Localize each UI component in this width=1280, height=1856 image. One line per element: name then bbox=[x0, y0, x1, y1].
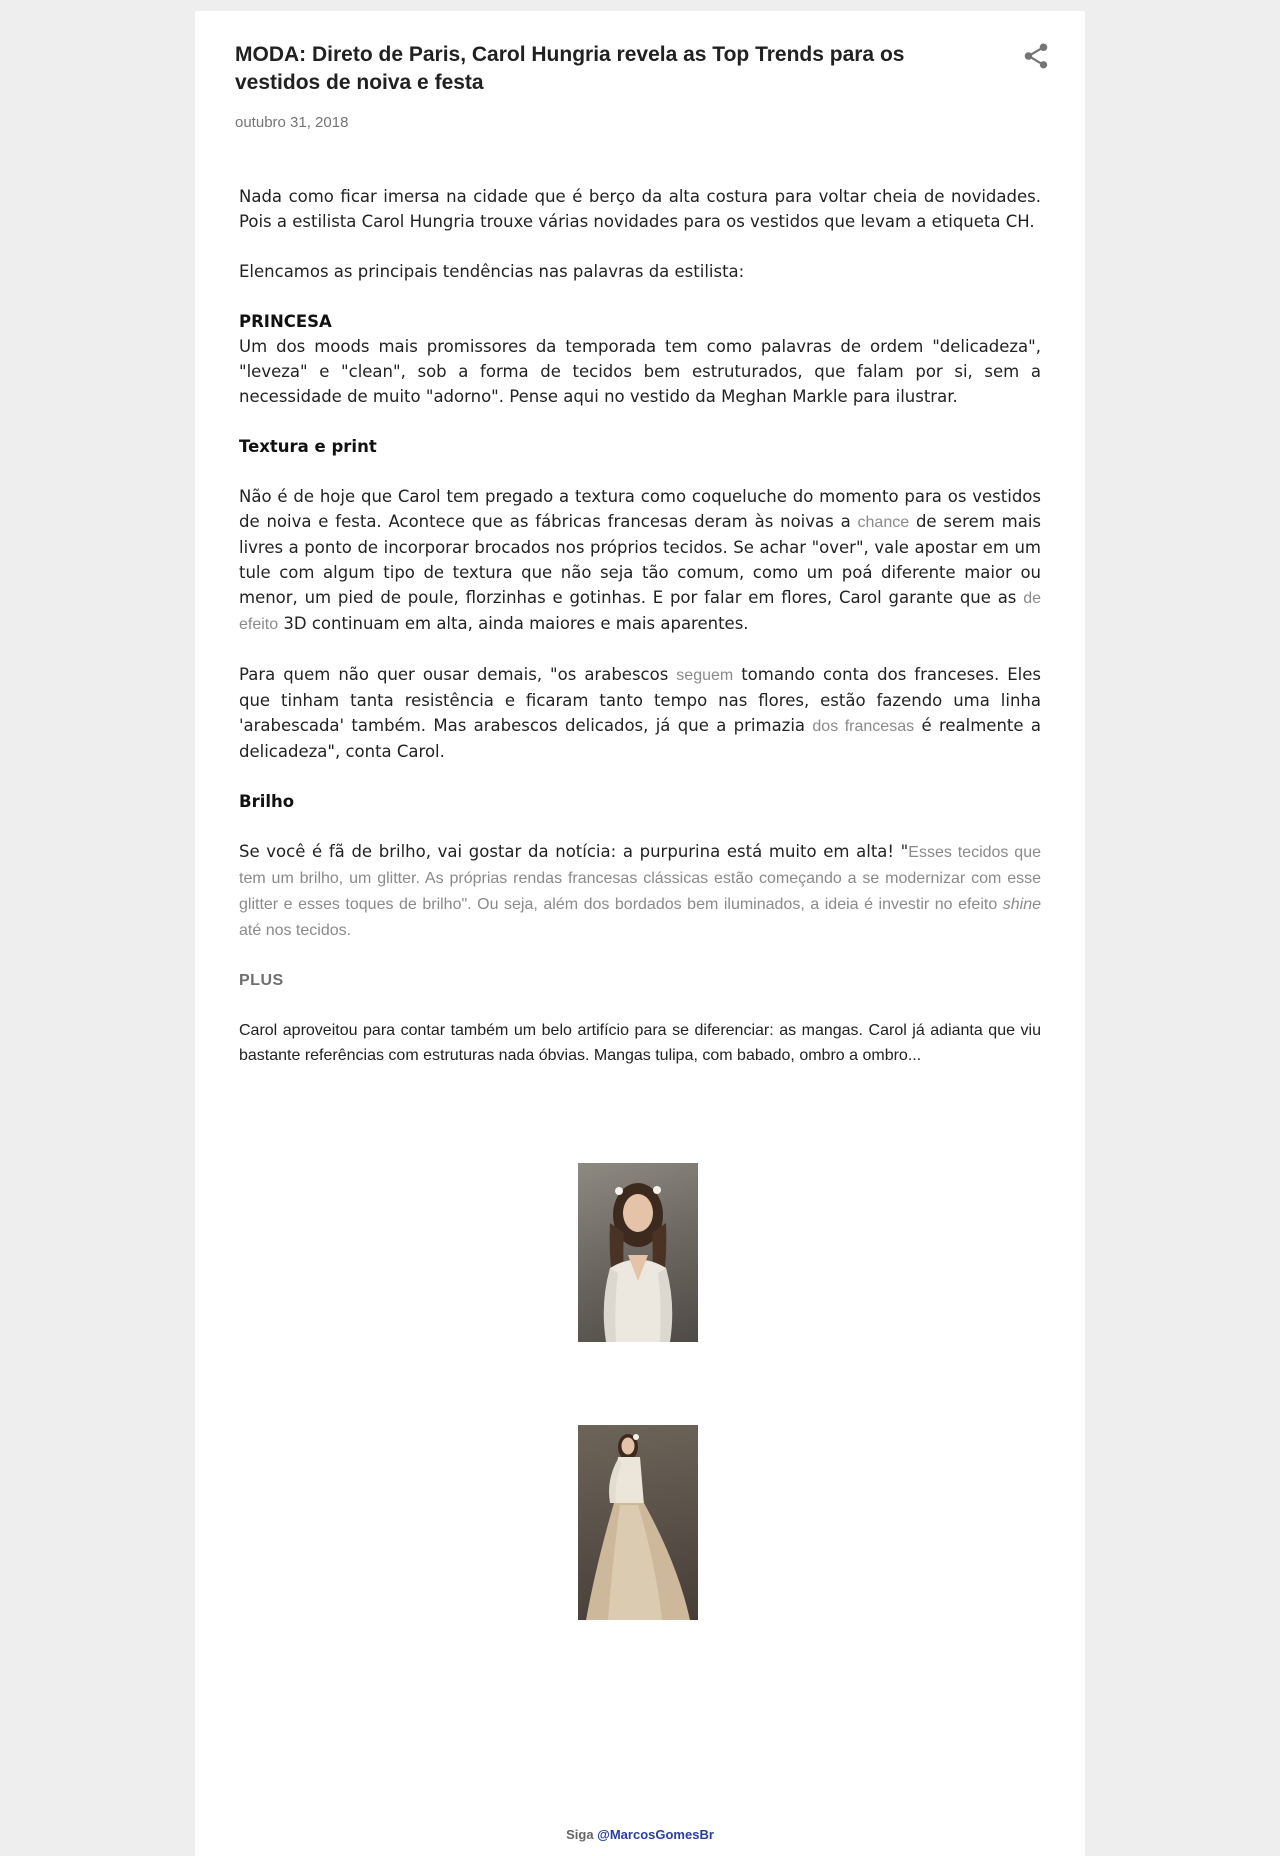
post-body bbox=[239, 184, 1041, 1093]
post-date: outubro 31, 2018 bbox=[235, 114, 349, 131]
intro-paragraph: Nada como ficar imersa na cidade que é berço da alta costura para voltar cheia de novidades. Pois a estilista Carol Hungria trouxe várias novidades para os vestidos que levam a etiqueta CH. bbox=[239, 187, 1041, 231]
textura-text-1: Não é de hoje que Carol tem pregado a textura como coqueluche do momento para os vestidos de noiva e festa. Acontece que as fábricas francesas deram às noivas a bbox=[239, 487, 1041, 531]
post-card bbox=[195, 11, 1085, 1856]
brilho-quote-2: até nos tecidos. bbox=[239, 922, 352, 939]
shine-text: shine bbox=[1002, 896, 1041, 913]
brilho-quote-1: Esses tecidos que tem um brilho, um glitter. As próprias rendas francesas clássicas estão começando a se modernizar com esse glitter e esses toques de brilho". Ou seja, além dos bordados bem iluminados, a ideia é investir no efeito bbox=[239, 844, 1041, 913]
plus-heading: PLUS bbox=[239, 972, 284, 989]
bride-photo-1-image bbox=[578, 1163, 698, 1342]
share-icon bbox=[1021, 41, 1051, 71]
bride-photo-1[interactable] bbox=[578, 1163, 698, 1342]
textura-text-2: de serem mais livres a ponto de incorporar brocados nos próprios tecidos. Se achar "over", vale apostar em um tule com algum tipo de textura que não seja tão comum, como um poá diferente maior ou menor, um pied de poule, florzinhas e gotinhas. E por falar em flores, Carol garante que as bbox=[239, 512, 1041, 607]
bride-photo-2[interactable] bbox=[578, 1425, 698, 1620]
arab-text-3: é realmente a delicadeza", conta Carol. bbox=[239, 716, 1041, 761]
de-efeito-text: de efeito bbox=[239, 590, 1041, 633]
chance-link: chance bbox=[857, 514, 910, 531]
brilho-paragraph bbox=[239, 839, 1041, 943]
twitter-handle-link[interactable]: @MarcosGomesBr bbox=[597, 1827, 714, 1842]
princesa-heading: PRINCESA bbox=[239, 312, 332, 331]
seguem-text: seguem bbox=[676, 667, 734, 684]
princesa-section bbox=[239, 309, 1041, 409]
textura-paragraph bbox=[239, 484, 1041, 637]
princesa-paragraph: Um dos moods mais promissores da temporada tem como palavras de ordem "delicadeza", "leveza" e "clean", sob a forma de tecidos bem estruturados, que falam por si, sem a necessidade de muito "adorno". Pense aqui no vestido da Meghan Markle para ilustrar. bbox=[239, 337, 1041, 406]
brilho-text-1: Se você é fã de brilho, vai gostar da notícia: a purpurina está muito em alta! " bbox=[239, 842, 909, 861]
arab-text-2: tomando conta dos franceses. Eles que tinham tanta resistência e ficaram tanto tempo nas flores, estão fazendo uma linha 'arabescada' também. Mas arabescos delicados, já que a primazia bbox=[239, 665, 1041, 735]
textura-heading: Textura e print bbox=[239, 437, 377, 456]
elencamos-paragraph: Elencamos as principais tendências nas palavras da estilista: bbox=[239, 262, 745, 281]
dos-francesas-text: dos francesas bbox=[812, 718, 915, 735]
brilho-heading: Brilho bbox=[239, 792, 295, 811]
textura-text-3: 3D continuam em alta, ainda maiores e mais aparentes. bbox=[278, 614, 749, 633]
arabescos-paragraph bbox=[239, 662, 1041, 764]
footer-siga-label: Siga bbox=[566, 1827, 598, 1842]
post-title: MODA: Direto de Paris, Carol Hungria revela as Top Trends para os vestidos de noiva e festa bbox=[235, 43, 905, 94]
footer-follow bbox=[195, 1827, 1085, 1842]
plus-paragraph: Carol aproveitou para contar também um belo artifício para se diferenciar: as mangas. Carol já adianta que viu bastante referências com estruturas nada óbvias. Mangas tulipa, com babado, ombro a ombro... bbox=[239, 1022, 1041, 1064]
arab-text-1: Para quem não quer ousar demais, "os arabescos bbox=[239, 665, 677, 684]
share-button[interactable] bbox=[1021, 41, 1051, 71]
bride-photo-2-image bbox=[578, 1425, 698, 1620]
